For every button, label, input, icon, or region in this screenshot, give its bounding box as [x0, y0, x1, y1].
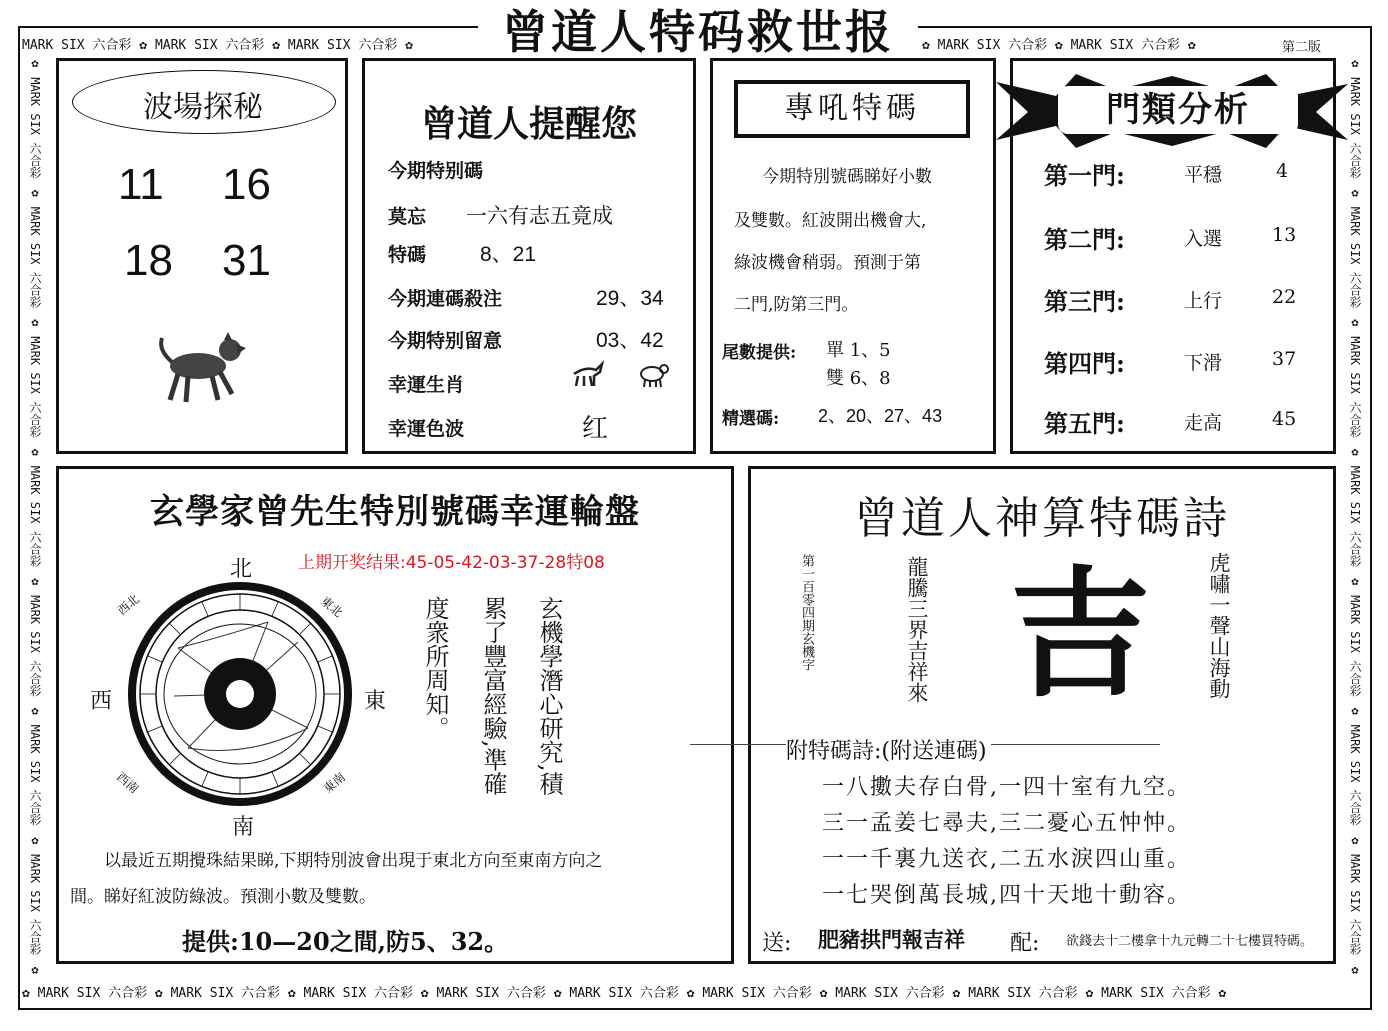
reminder-value: 29、34: [596, 287, 664, 310]
reminder-heading: 曾道人提醒您: [420, 103, 637, 145]
dir-west: 西: [90, 689, 113, 714]
wave-heading: 波場探秘: [143, 90, 263, 125]
page-title: 曾道人特码救世报: [478, 4, 918, 60]
tail-single: 單 1、5: [826, 340, 891, 361]
gate-trend: 入選: [1184, 228, 1223, 250]
gate-label: 第二門:: [1044, 225, 1125, 254]
reminder-label: 幸運生肖: [388, 374, 465, 396]
poem-line: 一七哭倒萬長城,四十天地十動容。: [822, 883, 1191, 908]
dir-south: 南: [232, 815, 255, 840]
horse-icon: [570, 360, 604, 388]
special-heading: 專吼特碼: [734, 80, 970, 138]
dir-northwest: 西北: [114, 591, 143, 618]
reminder-value: 一六有志五竟成: [466, 204, 613, 228]
dir-east: 東: [364, 689, 387, 714]
gate-label: 第四門:: [1044, 349, 1125, 378]
special-line: 綠波機會稍弱。預測于第: [734, 253, 921, 273]
poem-line: 一一千裏九送衣,二五水淚四山重。: [822, 847, 1191, 872]
border-right: ✿ MARK SIX 六合彩 ✿ MARK SIX 六合彩 ✿ MARK SIX 六合彩 ✿ MARK SIX 六合彩 ✿ MARK SIX 六合彩 ✿ MARK SIX 六合彩 ✿ MARK SIX 六合彩 ✿: [1348, 56, 1362, 977]
gate-trend: 平穩: [1184, 164, 1223, 186]
picks-value: 2、20、27、43: [818, 406, 943, 426]
gate-num: 13: [1272, 224, 1297, 246]
poem-attach: 附特碼詩:(附送連碼): [786, 734, 991, 765]
wave-number: 18: [124, 236, 173, 285]
gate-label: 第三門:: [1044, 287, 1125, 316]
wheel-body-line: 以最近五期攪珠結果睇,下期特別波會出現于東北方向至東南方向之: [104, 851, 603, 871]
pair-text: 欲錢去十二樓拿十九元轉二十七樓買特碼。: [1066, 934, 1314, 949]
poem-col-mid: 龍騰三界吉祥來: [905, 556, 929, 703]
ram-icon: [636, 360, 670, 388]
border-top-left: MARK SIX 六合彩 ✿ MARK SIX 六合彩 ✿ MARK SIX 六合彩 ✿: [22, 38, 413, 53]
gate-label: 第一門:: [1044, 161, 1125, 190]
dog-icon: [152, 328, 248, 408]
send-label: 送:: [762, 931, 792, 956]
reminder-value: 8、21: [480, 243, 537, 266]
send-text: 肥豬拱門報吉祥: [818, 927, 965, 952]
dir-north: 北: [230, 557, 253, 582]
wheel-provide: 提供:10—20之間,防5、32。: [182, 927, 509, 956]
tail-label: 尾數提供:: [722, 343, 797, 363]
wheel-heading: 玄學家曾先生特別號碼幸運輪盤: [150, 492, 640, 532]
reminder-label: 莫忘: [388, 206, 427, 228]
gate-num: 22: [1272, 286, 1297, 308]
poem-line: 一八擻夫存白骨,一四十室有九空。: [822, 775, 1191, 800]
dir-southeast: 東南: [320, 769, 349, 796]
border-bottom: ✿ MARK SIX 六合彩 ✿ MARK SIX 六合彩 ✿ MARK SIX 六合彩 ✿ MARK SIX 六合彩 ✿ MARK SIX 六合彩 ✿ MARK SIX 六合彩 ✿ MARK SIX 六合彩 ✿ MARK SIX 六合彩 ✿ MARK SIX 六合彩 ✿: [22, 986, 1227, 1001]
poem-col-right: 虎嘯一聲山海動: [1207, 552, 1231, 699]
dir-northeast: 東北: [317, 593, 346, 620]
poem-col-left: 第一百零四期玄機字: [799, 554, 814, 671]
wave-number: 16: [222, 160, 271, 209]
dir-southwest: 西南: [113, 769, 142, 796]
reminder-label: 特碼: [388, 244, 427, 266]
reminder-label: 今期連碼殺注: [388, 288, 503, 310]
pair-label: 配:: [1010, 931, 1040, 956]
reminder-label: 幸運色波: [388, 418, 465, 440]
reminder-value: 红: [582, 414, 609, 444]
reminder-label: 今期特别留意: [388, 330, 503, 352]
special-line: 今期特別號碼睇好小數: [762, 167, 932, 187]
wheel-vertical-col: 累了豐富經驗,準確: [479, 596, 507, 796]
wheel-vertical-col: 玄機學潛心研究,積: [535, 596, 563, 796]
gate-label: 第五門:: [1044, 409, 1125, 438]
gate-trend: 下滑: [1184, 352, 1223, 374]
wave-number: 31: [222, 236, 271, 285]
reminder-value: 03、42: [596, 329, 664, 352]
last-result: 上期开奖结果:45-05-42-03-37-28特08: [298, 553, 605, 573]
wave-number: 11: [118, 160, 164, 209]
picks-label: 精選碼:: [722, 409, 780, 429]
wheel-body-line: 間。睇好紅波防綠波。預測小數及雙數。: [70, 887, 376, 907]
gate-num: 45: [1272, 408, 1297, 430]
border-left: ✿ MARK SIX 六合彩 ✿ MARK SIX 六合彩 ✿ MARK SIX 六合彩 ✿ MARK SIX 六合彩 ✿ MARK SIX 六合彩 ✿ MARK SIX 六合彩 ✿ MARK SIX 六合彩 ✿: [28, 56, 42, 977]
gate-trend: 上行: [1184, 290, 1223, 312]
gate-num: 37: [1272, 348, 1297, 370]
special-line: 二門,防第三門。: [734, 295, 859, 315]
special-line: 及雙數。紅波開出機會大,: [734, 211, 927, 231]
gate-trend: 走高: [1184, 412, 1223, 434]
tail-double: 雙 6、8: [826, 368, 891, 389]
border-text: MARK SIX 六合彩: [22, 38, 132, 53]
poem-heading: 曾道人神算特碼詩: [854, 493, 1230, 544]
gate-num: 4: [1276, 160, 1289, 182]
category-heading: 門類分析: [1058, 86, 1298, 134]
reminder-label: 今期特别碼: [388, 160, 484, 182]
edition-label: 第二版: [1282, 36, 1321, 55]
poem-line: 三一孟姜七尋夫,三二憂心五忡忡。: [822, 811, 1191, 836]
poem-big-char: 吉: [1009, 553, 1150, 717]
border-top-right: ✿ MARK SIX 六合彩 ✿ MARK SIX 六合彩 ✿: [922, 38, 1196, 53]
wheel-vertical-col: 度衆所周知。: [421, 596, 449, 740]
